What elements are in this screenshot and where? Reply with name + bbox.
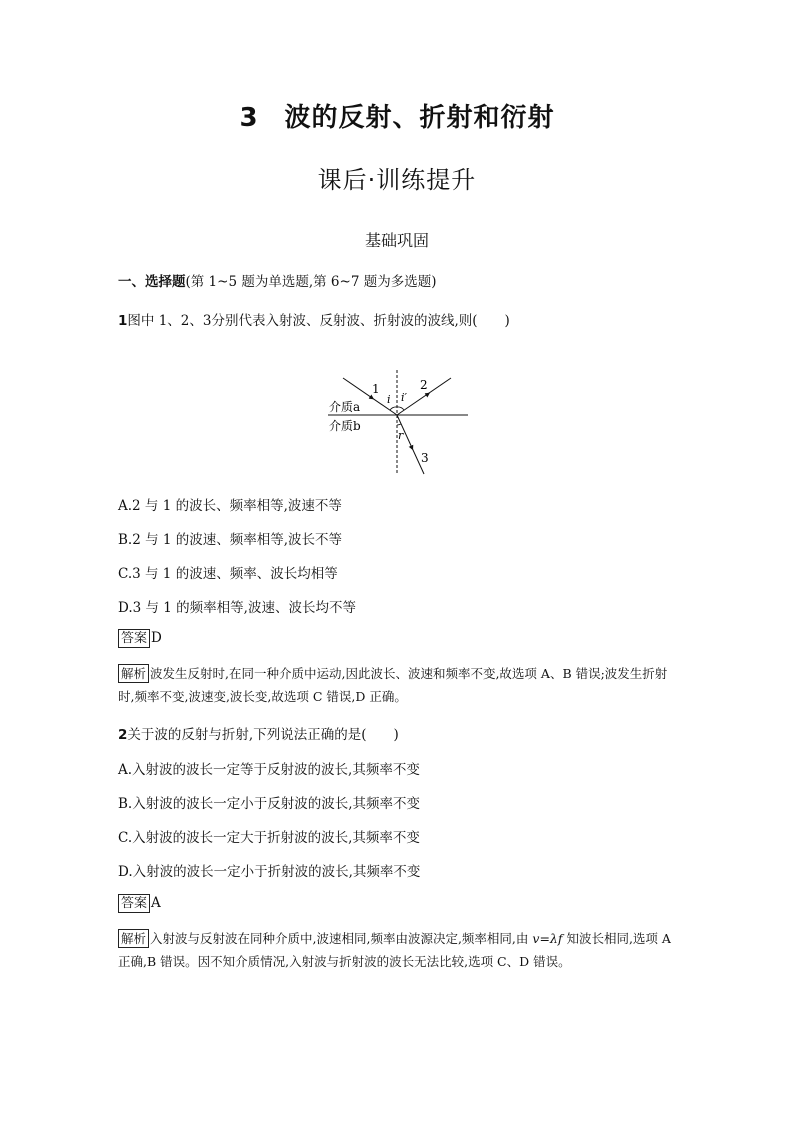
- refraction-diagram: [328, 368, 470, 478]
- question-1-option-d: D.3 与 1 的频率相等,波速、波长均不等: [118, 600, 356, 616]
- question-2-answer: [118, 894, 161, 913]
- question-1-analysis-text: 波发生反射时,在同一种介质中运动,因此波长、波速和频率不变,故选项 A、B 错误;波发生折射时,频率不变,波速变,波长变,故选项 C 错误,D 正确。: [118, 666, 668, 704]
- medium-b-label: 介质b: [329, 419, 361, 433]
- question-2-option-d: D.入射波的波长一定小于折射波的波长,其频率不变: [118, 864, 421, 880]
- question-1-option-c: C.3 与 1 的波速、频率、波长均相等: [118, 566, 338, 582]
- subtitle: 课后·训练提升: [317, 166, 477, 194]
- question-2-analysis-text-a: 入射波与反射波在同种介质中,波速相同,频率由波源决定,频率相同,由: [150, 931, 533, 946]
- wave-formula: v=λf: [532, 931, 563, 946]
- part-heading: [118, 270, 436, 290]
- question-1-analysis: [118, 662, 678, 708]
- lesson-title-text: 波的反射、折射和衍射: [284, 103, 555, 133]
- question-1-text: 图中 1、2、3分别代表入射波、反射波、折射波的波线,则( ): [127, 313, 510, 329]
- question-2-stem: [118, 723, 399, 743]
- ray-1-label: 1: [372, 382, 380, 396]
- ray-2-label: 2: [420, 378, 428, 392]
- question-1-number: 1: [118, 313, 128, 329]
- question-2-number: 2: [118, 727, 128, 743]
- refracted-ray: [397, 415, 424, 474]
- question-1-answer: [118, 629, 162, 648]
- question-2-option-c: C.入射波的波长一定大于折射波的波长,其频率不变: [118, 830, 420, 846]
- question-1-stem: [118, 309, 510, 329]
- angle-r-label: r: [398, 429, 404, 442]
- part-note: (第 1~5 题为单选题,第 6~7 题为多选题): [185, 274, 437, 290]
- question-2-text: 关于波的反射与折射,下列说法正确的是( ): [127, 727, 399, 743]
- answer-tag: 答案: [118, 894, 150, 913]
- answer-tag: 答案: [118, 629, 150, 648]
- lesson-number: 3: [239, 103, 259, 133]
- question-2-answer-value: A: [151, 895, 161, 911]
- angle-i-arc: [390, 407, 397, 410]
- ray-3-label: 3: [421, 451, 429, 465]
- angle-r-arc: [397, 424, 401, 425]
- analysis-tag: 解析: [118, 664, 149, 683]
- question-1-option-b: B.2 与 1 的波速、频率相等,波长不等: [118, 532, 343, 548]
- angle-i-prime-label: i′: [401, 391, 408, 404]
- angle-i-label: i: [387, 393, 391, 406]
- part-label: 一、选择题: [118, 274, 186, 290]
- question-1-option-a: A.2 与 1 的波长、频率相等,波速不等: [118, 498, 342, 514]
- lesson-title: [0, 97, 794, 134]
- medium-a-label: 介质a: [329, 400, 361, 414]
- section-heading: 基础巩固: [364, 231, 429, 250]
- question-1-answer-value: D: [151, 630, 162, 646]
- analysis-tag: 解析: [118, 929, 149, 948]
- question-2-analysis: [118, 927, 678, 973]
- question-2-option-a: A.入射波的波长一定等于反射波的波长,其频率不变: [118, 762, 420, 778]
- question-2-option-b: B.入射波的波长一定小于反射波的波长,其频率不变: [118, 796, 421, 812]
- question-2-analysis-text-b: 知波长相同,选项 A 正确,B 错误。因不知介质情况,入射波与折射波的波长无法比较,选项 C、D 错误。: [118, 931, 671, 969]
- angle-i-prime-arc: [397, 407, 404, 410]
